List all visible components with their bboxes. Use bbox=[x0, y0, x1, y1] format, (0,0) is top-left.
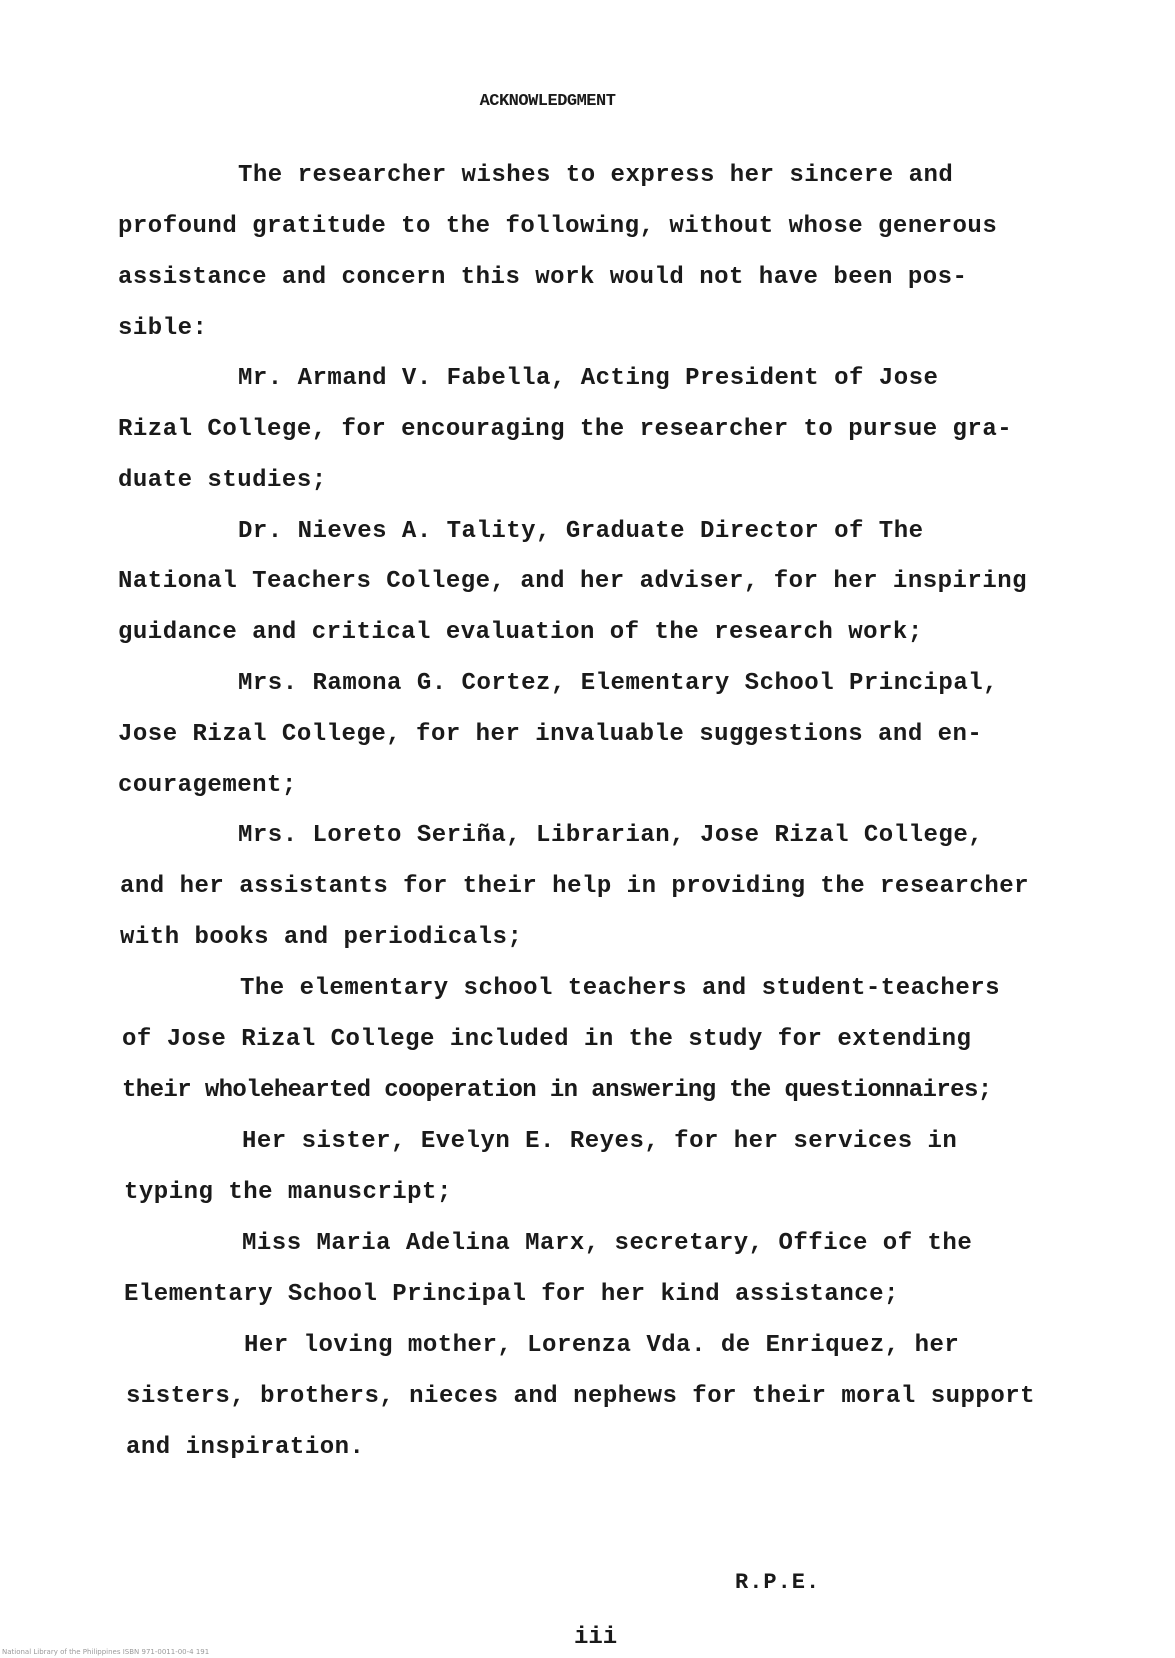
text-line: and inspiration. bbox=[126, 1434, 365, 1461]
text-line: sisters, brothers, nieces and nephews for their moral support bbox=[126, 1383, 1036, 1410]
text-line: Elementary School Principal for her kind assistance; bbox=[124, 1281, 899, 1308]
text-line: of Jose Rizal College included in the study for extending bbox=[122, 1026, 972, 1053]
text-line: The researcher wishes to express her sincere and bbox=[238, 162, 954, 189]
text-line: Mrs. Ramona G. Cortez, Elementary School Principal, bbox=[238, 670, 999, 697]
signature-initials: R.P.E. bbox=[735, 1570, 821, 1595]
footer-note: National Library of the Philippines ISBN 971-0011-00-4 191 bbox=[2, 1648, 210, 1656]
text-line: Miss Maria Adelina Marx, secretary, Office of the bbox=[242, 1230, 973, 1257]
text-line: profound gratitude to the following, without whose generous bbox=[118, 213, 998, 240]
text-line: Mrs. Loreto Seriña, Librarian, Jose Rizal College, bbox=[238, 822, 984, 849]
text-line: Rizal College, for encouraging the researcher to pursue gra- bbox=[118, 416, 1013, 443]
text-line: couragement; bbox=[118, 772, 297, 799]
text-line: their wholehearted cooperation in answering the questionnaires; bbox=[122, 1077, 992, 1104]
text-line: guidance and critical evaluation of the research work; bbox=[118, 619, 923, 646]
text-line: assistance and concern this work would not have been pos- bbox=[118, 264, 968, 291]
text-line: Her sister, Evelyn E. Reyes, for her services in bbox=[242, 1128, 958, 1155]
text-line: with books and periodicals; bbox=[120, 924, 523, 951]
page-title: ACKNOWLEDGMENT bbox=[479, 92, 616, 111]
text-line: sible: bbox=[118, 315, 208, 342]
text-line: typing the manuscript; bbox=[124, 1179, 452, 1206]
text-line: and her assistants for their help in providing the researcher bbox=[120, 873, 1030, 900]
text-line: duate studies; bbox=[118, 467, 327, 494]
text-line: Mr. Armand V. Fabella, Acting President of Jose bbox=[238, 365, 939, 392]
text-line: Her loving mother, Lorenza Vda. de Enriquez, her bbox=[244, 1332, 960, 1359]
text-line: The elementary school teachers and student-teachers bbox=[240, 975, 1001, 1002]
text-line: Jose Rizal College, for her invaluable suggestions and en- bbox=[118, 721, 983, 748]
text-line: National Teachers College, and her adviser, for her inspiring bbox=[118, 568, 1028, 595]
text-line: Dr. Nieves A. Tality, Graduate Director of The bbox=[238, 518, 924, 545]
page-number: iii bbox=[574, 1624, 618, 1651]
